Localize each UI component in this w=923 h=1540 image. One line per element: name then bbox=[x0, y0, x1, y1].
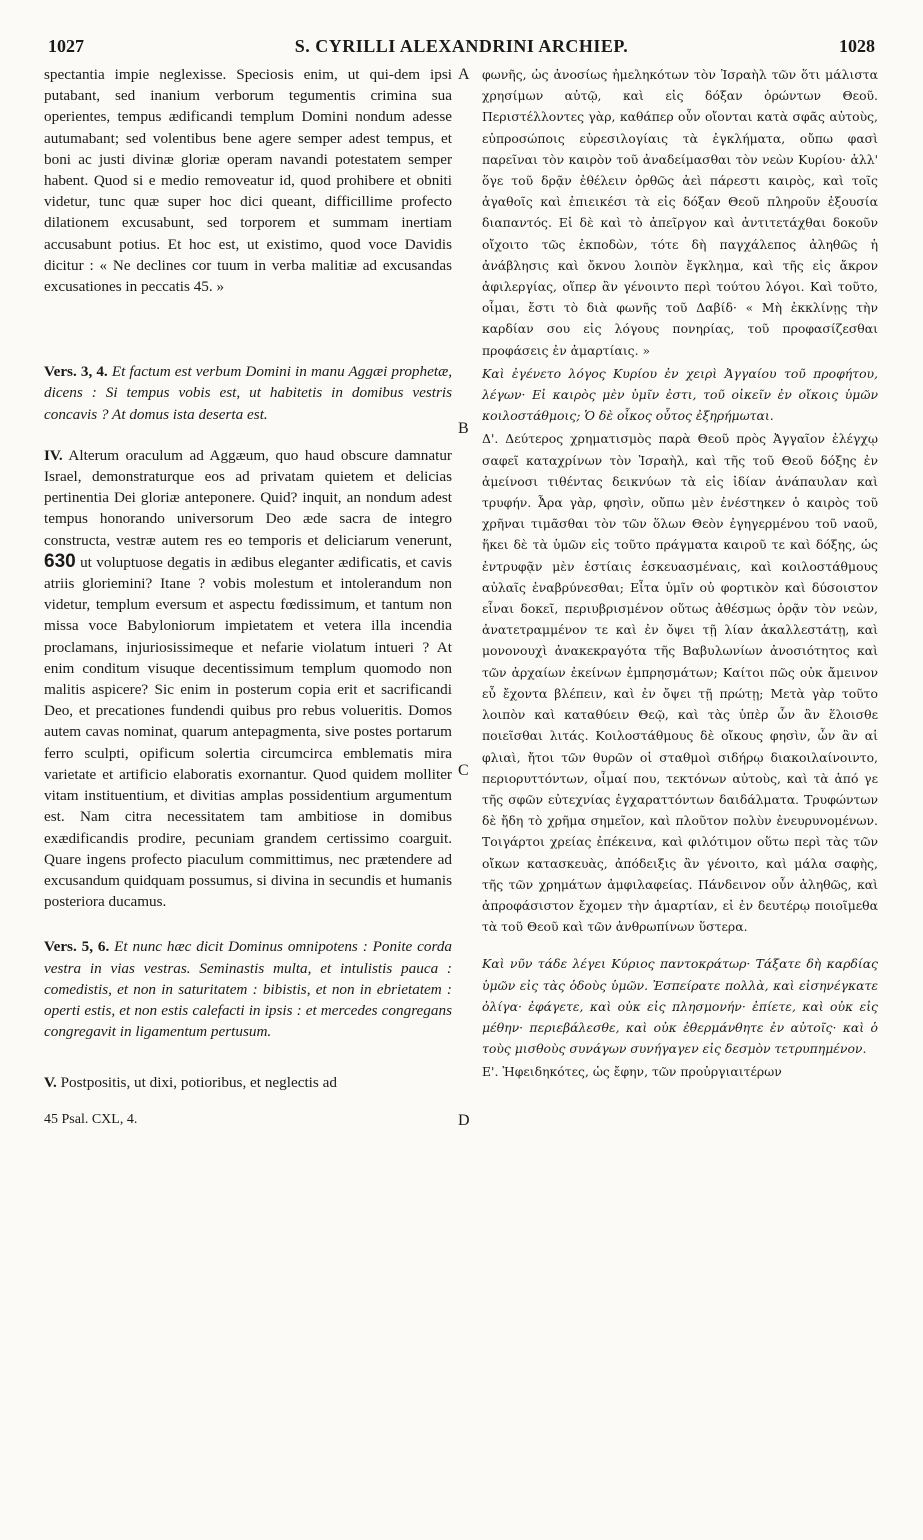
section-number: V. bbox=[44, 1074, 57, 1092]
footnote: 45 Psal. CXL, 4. bbox=[44, 1111, 138, 1127]
inline-page-number: 630 bbox=[44, 550, 76, 572]
latin-verse-3-4 bbox=[44, 361, 452, 425]
section-text-before: Alterum oraculum ad Aggæum, quo haud obscure damnatur Israel, demonstraturque eos ad privatam quietem et delicias pertinentia Dei gloriæ anteponere. Quid? inquit, an nondum adest tempus honorando universorum Deo æde sacra de integro constructa, vestræ autem res eo temporis et deliciarum venerunt, bbox=[44, 446, 452, 549]
running-title: S. CYRILLI ALEXANDRINI ARCHIEP. bbox=[294, 36, 629, 56]
right-page-number: 1028 bbox=[839, 36, 875, 56]
section-text: Postpositis, ut dixi, potioribus, et neglectis ad bbox=[60, 1074, 337, 1092]
latin-paragraph-continuation: spectantia impie neglexisse. Speciosis enim, ut qui-dem ipsi putabant, sed inanium verborum tegumentis crimina sua operientes, tempus ædificandi templum Domini nondum adesse autumabant; sed volentibus bene agere semper adest tempus, et boni ac justi divinæ gloriæ operam navandi potestatem semper habent. Quod si e medio removeatur id, quod prohibere et obniti videtur, tunc quæ super hoc dici queant, difficillime profecto dilationem excusabunt, sed torporem et summam inertiam accusabunt potius. Et hoc est, ut existimo, quod voce Davidis dicitur : « Ne declines cor tuum in verba malitiæ ad excusandas excusationes in peccatis 45. » bbox=[44, 66, 452, 296]
left-page-number: 1027 bbox=[48, 36, 84, 56]
greek-verse-3-4: Καὶ ἐγένετο λόγος Κυρίου ἐν χειρὶ Ἀγγαίου τοῦ προφήτου, λέγων· Εἰ καιρὸς μὲν ὑμῖν ἐστι, τοῦ οἰκεῖν ἐν οἴκοις ὑμῶν κοιλοστάθμοις; Ὁ δὲ οἶκος οὗτος ἐξηρήμωται. bbox=[482, 365, 878, 424]
margin-letter-c: C bbox=[458, 762, 469, 779]
latin-section-v bbox=[44, 1072, 452, 1093]
verse-label: Vers. 3, 4. bbox=[44, 363, 108, 381]
margin-letter-d: D bbox=[458, 1112, 470, 1129]
greek-paragraph-continuation: φωνῆς, ὡς ἀνοσίως ἠμεληκότων τὸν Ἰσραὴλ τῶν ὅτι μάλιστα χρησίμων αὐτῷ, καὶ εἰς δόξαν ὁρώντων Θεοῦ. Περιστέλλοντες γὰρ, καθάπερ οὖν οἴονται κατὰ σφᾶς αὐτοὺς, εὐπροσώποις εὑρεσιλογίαις τὰ ἐγκλήματα, οὔπω φασὶ παρεῖναι τὸν καιρὸν τοῦ ἀναδείμασθαι τὸν νεὼν Κυρίου· ἀλλ' ὅγε τοῦ δρᾷν ἐθέλειν ὀρθῶς ἀεὶ πάρεστι καιρὸς, καὶ τοῖς ἀγαθοῖς καὶ ἐπιεικέσι τὰ εἰς δόξαν Θεοῦ πληροῦν ἐξουσία διαπαντός. Εἰ δὲ καὶ τὸ ἀπεῖργον καὶ ἀντιτετάχθαι δοκοῦν οἴχοιτο τῶς ἐκποδὼν, τότε δὴ παγχάλεπος ἀληθῶς ἡ ἀνάβλησις καὶ ὄκνου λοιπὸν ἔγκλημα, καὶ τῆς εἰς ἄκρον ἀφιλεργίας, οἵπερ ἂν γένοιντο περὶ τούτου λόγοι. Καὶ τοῦτο, οἶμαι, ἔστι τὸ διὰ φωνῆς τοῦ Δαβίδ· « Μὴ ἐκκλίνῃς τὴν καρδίαν σου εἰς λόγους πονηρίας, τοῦ προφασίζεσθαι προφάσεις ἐν ἁμαρτίαις. » bbox=[482, 67, 878, 358]
verse-text: Et nunc hæc dicit Dominus omnipotens : Ponite corda vestra in vias vestras. Seminastis multa, et intulistis pauca : comedistis, et non in saturitatem : bibistis, et non in ebrietatem : operti estis, et non estis calefacti in ipsis : et mercedes congregans congregavit in ligamentum pertusum. bbox=[44, 938, 453, 1041]
section-text-after: ut voluptuose degatis in ædibus eleganter ædificatis, et cavis atriis gloriemini? Itane ? vobis molestum et intolerandum non videtur, templum eversum et aspectu fœdissimum, et tantum non missa voce Babyloniorum impietatem et vetera illa incendia proclamans, injuriosissimeque et nefarie violatum intueri ? At enim conditum visuque decentissimum templum quomodo non malitis aspicere? Sic enim in posterum copia erit et sacrificandi Deo, et precationes fundendi quibus pro rebus volueritis. Domos autem cavas nominat, quarum antepagmenta, sive postes portarum ferro sculpti, opificum solertia circumcirca emblematis mira varietate et artificio elaboratis exornantur. Quod quidem molliter vitam instituentium, et divitias amplas possidentium argumentum est. Nam citra necessitatem tam ambitiose in domibus exædificandis prodire, pecuniam grandem certissimo coarguit. Quare ingens profecto piaculum committimus, nec prætendere ad excusandum quidquam possumus, si divina in secundis et humanis posteriora ducamus. bbox=[44, 553, 452, 911]
latin-section-iv bbox=[44, 445, 452, 912]
greek-verse-5-6: Καὶ νῦν τάδε λέγει Κύριος παντοκράτωρ· Τάξατε δὴ καρδίας ὑμῶν εἰς τὰς ὁδοὺς ὑμῶν. Ἐσπείρατε πολλὰ, καὶ εἰσηνέγκατε ὀλίγα· ἐφάγετε, καὶ οὐκ εἰς πλησμονήν· ἐπίετε, καὶ οὐκ εἰς μέθην· περιεβάλεσθε, καὶ οὐκ ἐθερμάνθητε ἐν αὐτοῖς· καὶ ὁ τοὺς μισθοὺς συνάγων συνήγαγεν εἰς δεσμὸν τετρυπημένον. bbox=[482, 956, 878, 1057]
greek-section-4: Δ'. Δεύτερος χρηματισμὸς παρὰ Θεοῦ πρὸς Ἀγγαῖον ἐλέγχῳ σαφεῖ καταχρίνων τὸν Ἰσραὴλ, καὶ τῆς τοῦ Θεοῦ δόξης ἐν ἀμείνοσι τιθέντας δεικνύων τὰ εἰς ἰδίαν ἀνάπαυλαν καὶ τρυφήν. Ἆρα γὰρ, φησὶν, οὔπω μὲν ἐνέστηκεν ὁ καιρὸς τοῦ χρῆναι τιμᾶσθαι τὸν τῶν ὅλων Θεὸν ἐγηγερμένου τοῦ ναοῦ, ἥκει δὲ τὰ ὑμῶν εἰς τοῦτο πράγματα καιροῦ τε καὶ δόξης, ὡς ἐντρυφᾷν μὲν ἑστίαις ἐσκευασμέναις, καὶ κοιλοστάθμους αὐλαῖς ἐναβρύνεσθαι; Εἶτα ὑμῖν οὐ φορτικὸν καὶ δύσοιστον εἶναι δοκεῖ, περιυβρισμένον οὕτως ἀθέσμως ὁρᾷν τὸν νεὼν, ἀνατετραμμένον τε καὶ ἐν ὄψει τῇ λίαν ἀκαλλεστάτῃ, καὶ μονονουχὶ ἀνακεκραγότα τῆς Βαβυλωνίων ἀνοσιότητος καὶ τῶν ἀρχαίων ἐκείνων ἐμπρησμάτων; Καίτοι πῶς οὐκ ἄμεινον εὖ ἔχοντα βλέπειν, καὶ ἐν ὄψει τῇ πρώτῃ; Μετὰ γὰρ τοῦτο λοιπὸν καὶ καταθύειν Θεῷ, καὶ τὰς ὑπὲρ ὧν ἂν ἕλοισθε ποιεῖσθαι λιτάς. Κοιλοστάθμους δὲ οἴκους φησὶν, ὧν ἂν αἱ φλιαὶ, ἤτοι τῶν θυρῶν οἱ σταθμοὶ σιδήρῳ διακοιλαίνοιντο, περιορυττόντων, οἶμαί που, τεκτόνων αὐτοὺς, καὶ τὰ ἀπό γε τῆς σφῶν εὐτεχνίας ἐγχαραττόντων δαιδάλματα. Τρυφώντων δὲ ἤδη τὸ χρῆμα σημεῖον, καὶ πλοῦτον πολὺν ἐνευρυνομένων. Τοιγάρτοι χρείας ἐπέκεινα, καὶ φιλότιμον οὕτω περὶ τὰς τῶν οἴκων κατασκευὰς, ἀπόδειξις ἂν γένοιτο, καὶ μάλα σαφὴς, τῆς τῶν χρημάτων ἀμφιλαφείας. Πάνδεινον οὖν ἀληθῶς, καὶ ἀπροφάσιστον ἔχομεν τὴν ἁμαρτίαν, εἰ ἐν δευτέρῳ ποιοῖμεθα τὰ τοῦ Θεοῦ καὶ τῶν ἀνθρωπίνων ὕστερα. bbox=[482, 431, 878, 935]
verse-text: Et factum est verbum Domini in manu Aggæi prophetæ, dicens : Si tempus vobis est, ut habitetis in domibus vestris concavis ? At domus ista deserta est. bbox=[44, 363, 453, 423]
margin-letter-b: B bbox=[458, 420, 469, 437]
latin-column bbox=[44, 64, 452, 1128]
greek-column bbox=[482, 64, 878, 1083]
margin-letter-a: A bbox=[458, 66, 470, 83]
greek-section-5: Ε'. Ἠφειδηκότες, ὡς ἔφην, τῶν προὐργιαιτέρων bbox=[482, 1064, 782, 1080]
page-header bbox=[40, 36, 883, 64]
section-number: IV. bbox=[44, 446, 63, 464]
verse-label: Vers. 5, 6. bbox=[44, 938, 110, 956]
latin-verse-5-6 bbox=[44, 936, 452, 1042]
